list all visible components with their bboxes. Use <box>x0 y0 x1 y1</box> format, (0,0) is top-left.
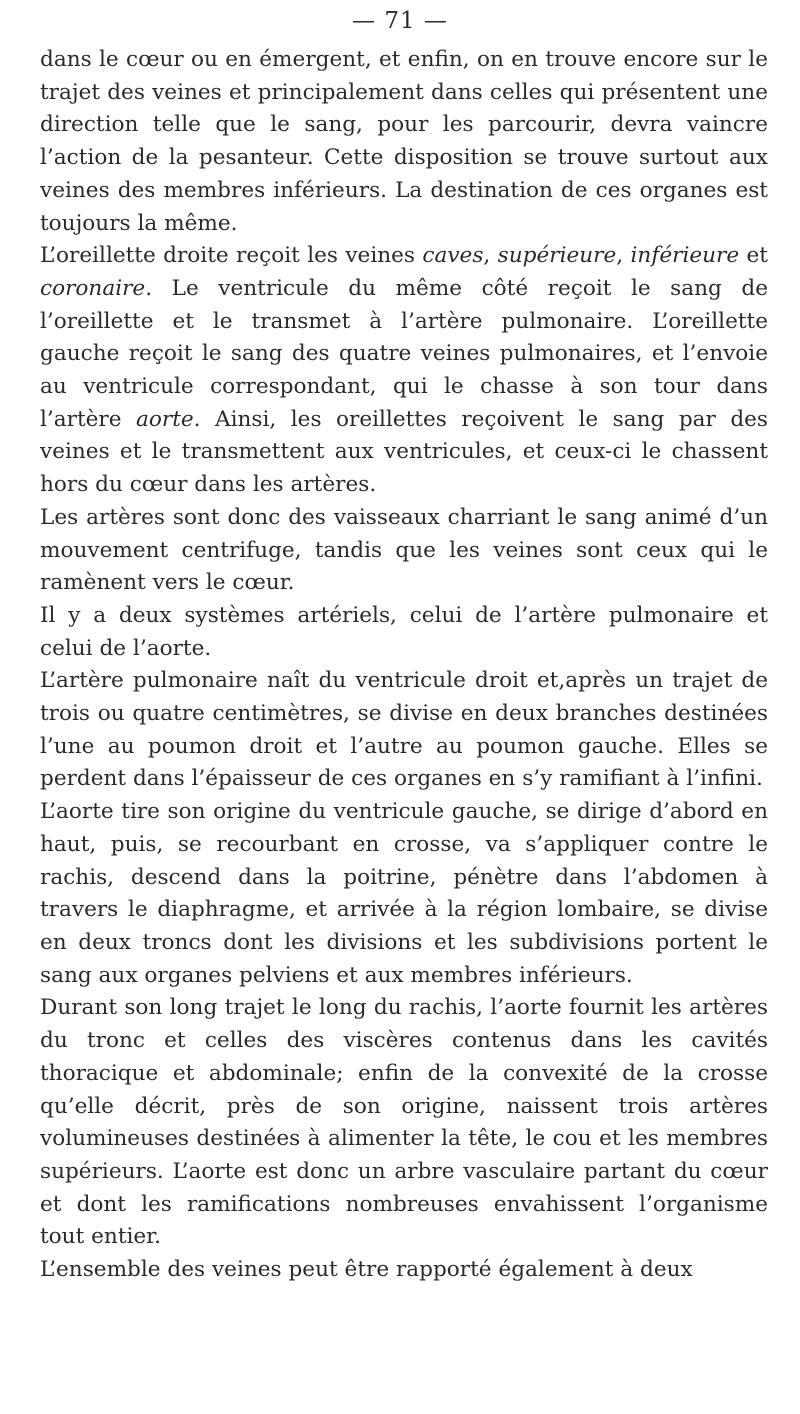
paragraph <box>40 1254 768 1287</box>
italic-term: coronaire <box>40 275 146 301</box>
italic-term: supérieure <box>497 243 617 269</box>
text-segment: L’artère pulmonaire naît du ventricule droit et,après un trajet de trois ou quatre centimètres, se divise en deux branches destinées l’une au poumon droit et l’autre au poumon gauche. Elles se perdent dans l’épaisseur de ces organes en s’y ramifiant à l’infini. <box>40 668 768 792</box>
paragraph <box>40 44 768 240</box>
text-segment: Les artères sont donc des vaisseaux charriant le sang animé d’un mouvement centrifuge, tandis que les veines sont ceux qui le ramènent vers le cœur. <box>40 504 768 596</box>
text-segment: , <box>483 243 498 269</box>
italic-term: inférieure <box>630 243 740 269</box>
text-segment: Durant son long trajet le long du rachis, l’aorte fournit les artères du tronc et celles des viscères contenus dans les cavités thoracique et abdominale; enfin de la convexité de la crosse qu’elle décrit, près de son origine, naissent trois artères volumineuses destinées à alimenter la tête, le cou et les membres supérieurs. L’aorte est donc un arbre vasculaire partant du cœur et dont les ramifications nombreuses envahissent l’organisme tout entier. <box>40 995 768 1250</box>
italic-term: aorte <box>136 406 194 432</box>
text-segment: L’aorte tire son origine du ventricule gauche, se dirige d’abord en haut, puis, se recourbant en crosse, va s’appliquer contre le rachis, descend dans la poitrine, pénètre dans l’abdomen à travers le diaphragme, et arrivée à la région lombaire, se divise en deux troncs dont les divisions et les subdivisions portent le sang aux organes pelviens et aux membres inférieurs. <box>40 799 768 988</box>
body-text <box>40 44 768 1287</box>
text-segment: Il y a deux systèmes artériels, celui de l’artère pulmonaire et celui de l’aorte. <box>40 602 768 661</box>
text-segment: L’ensemble des veines peut être rapporté également à deux <box>40 1257 693 1283</box>
text-segment: . Le ventricule du même côté reçoit le sang de l’oreillette et le transmet à l’artère pulmonaire. L’oreillette gauche reçoit le sang des quatre veines pulmonaires, et l’envoie au ventricule correspondant, qui le chasse à son tour dans l’artère <box>40 275 768 432</box>
paragraph <box>40 992 768 1254</box>
paragraph <box>40 502 768 600</box>
paragraph <box>40 796 768 992</box>
text-segment: . Ainsi, les oreillettes reçoivent le sang par des veines et le transmettent aux ventricules, et ceux-ci le chassent hors du cœur dans les artères. <box>40 406 769 498</box>
text-segment: L’oreillette droite reçoit les veines <box>40 243 423 269</box>
paragraph <box>40 240 768 502</box>
page-number: — 71 — <box>352 8 448 34</box>
paragraph <box>40 600 768 665</box>
text-segment: dans le cœur ou en émergent, et enfin, on en trouve encore sur le trajet des veines et principalement dans celles qui présentent une direction telle que le sang, pour les parcourir, devra vaincre l’action de la pesanteur. Cette disposition se trouve surtout aux veines des membres inférieurs. La destination de ces organes est toujours la même. <box>40 47 768 236</box>
text-segment: et <box>739 243 768 269</box>
paragraph <box>40 665 768 796</box>
italic-term: caves <box>422 243 484 269</box>
text-segment: , <box>616 243 631 269</box>
